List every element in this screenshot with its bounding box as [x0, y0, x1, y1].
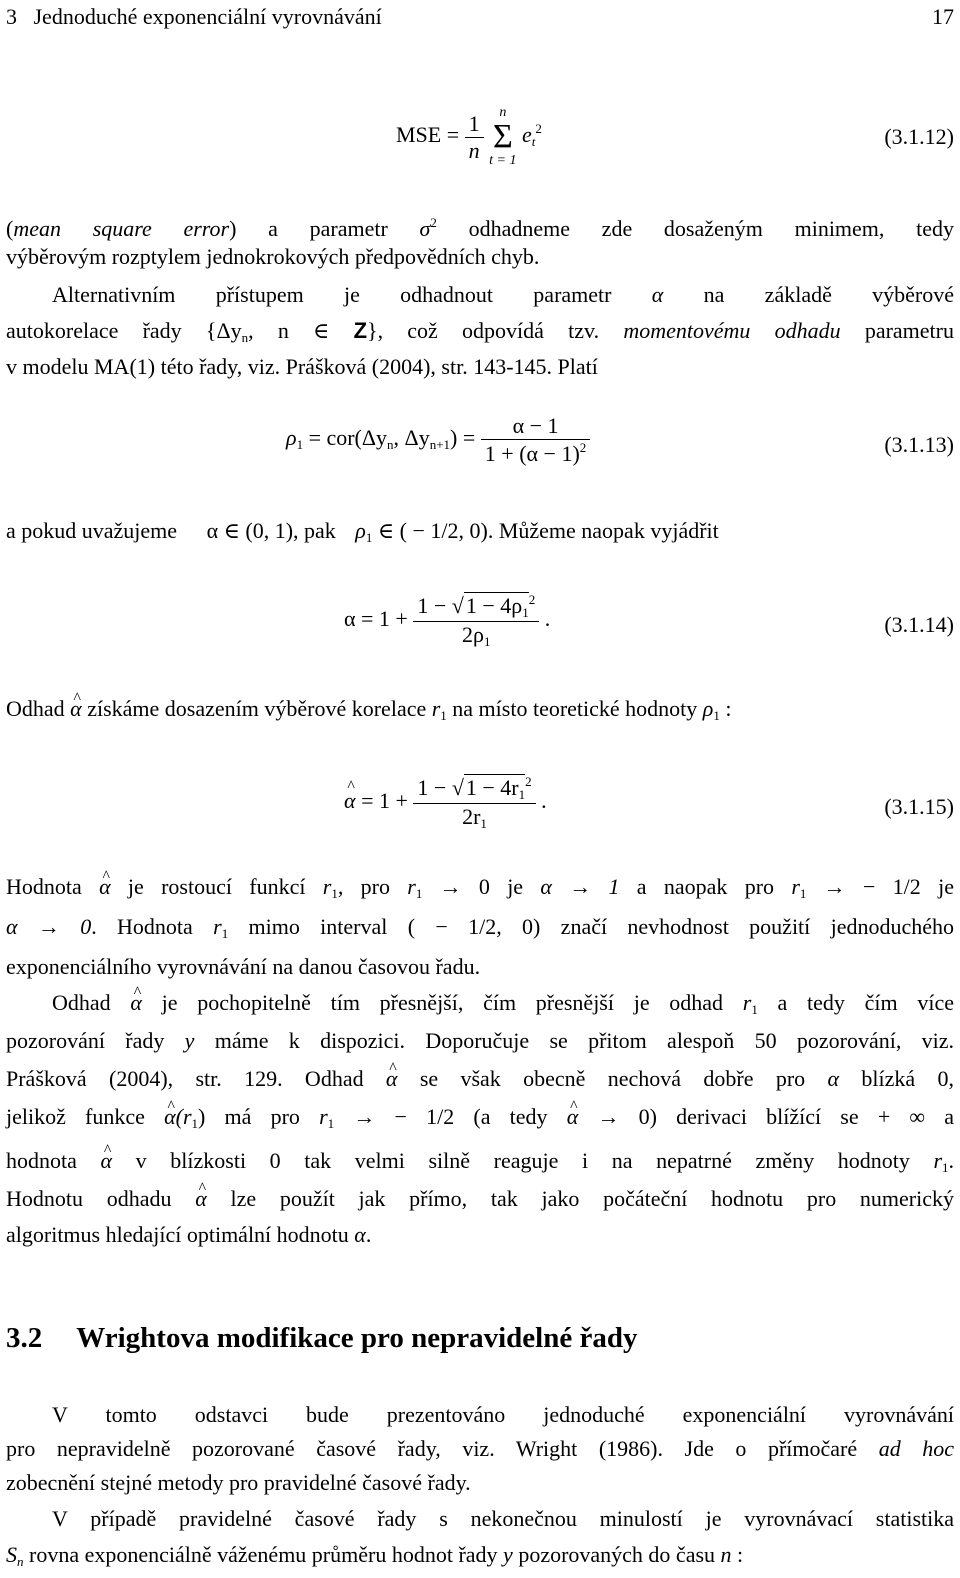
text: ) a parametr [229, 216, 420, 241]
equation-number-3-1-14: (3.1.14) [884, 612, 954, 637]
sub: 1 [221, 926, 229, 941]
y-symbol: y [503, 1542, 513, 1567]
text: parametru [840, 318, 954, 343]
eq-exp: 2 [535, 121, 542, 137]
paragraph-2 [6, 516, 954, 553]
text: pro nepravidelně pozorované časové řady, viz. Wright (1986). Jde o přímočaré [6, 1436, 879, 1461]
paragraph-5-line-6 [6, 1184, 954, 1214]
alpha-hat-symbol: ^ α [70, 694, 82, 724]
eq-lhs: α = 1 + [344, 606, 408, 632]
text: . [948, 1148, 954, 1173]
sub: 1 [327, 1116, 335, 1131]
paragraph-5-line-2 [6, 1026, 954, 1056]
text: na základě výběrové [663, 282, 954, 307]
alpha-symbol: α [651, 282, 664, 307]
text: : [731, 1542, 744, 1567]
paragraph-5-line-4 [6, 1102, 954, 1139]
text: , n ∈ [248, 318, 354, 343]
sub: 1 [415, 886, 423, 901]
equation-number-3-1-12: (3.1.12) [884, 124, 954, 149]
text: }, což odpovídá tzv. [367, 318, 624, 343]
eq-term: e [522, 122, 532, 148]
italic-term: mean square error [13, 216, 230, 241]
alpha-hat-symbol: ^ α [130, 988, 142, 1018]
n-symbol: n [720, 1542, 732, 1567]
math: (r [175, 1104, 192, 1129]
equation-3-1-13 [286, 413, 590, 467]
math: α → 0 [6, 914, 92, 939]
r-symbol: r [933, 1148, 942, 1173]
equation-3-1-15 [344, 774, 547, 832]
text: Prášková (2004), str. 129. Odhad [6, 1066, 386, 1091]
text: jelikož funkce [6, 1104, 165, 1129]
text: má pro [205, 1104, 320, 1129]
text: . [541, 788, 547, 814]
fraction-numerator: $1 - √1 - 4r_1^2$ [417, 774, 532, 802]
sub: 1 [296, 437, 304, 453]
text: je pochopitelně tím přesnější, čím přesnější je odhad [141, 990, 743, 1015]
fraction-numerator: 1 [468, 110, 480, 136]
text: je rostoucí funkcí [110, 874, 323, 899]
fraction-denominator [413, 803, 535, 832]
equation-3-1-12 [396, 104, 542, 170]
text: blízká 0, [839, 1066, 954, 1091]
eq-lhs: MSE [396, 122, 442, 148]
paragraph-1-line-1: (mean square error) a parametr $\sigma^2$ odhadneme zde dosaženým minimem, tedy [6, 215, 955, 241]
paragraph-5-line-7 [6, 1220, 954, 1250]
text: . Můžeme naopak vyjádřit [487, 518, 719, 543]
r-symbol: r [431, 696, 441, 721]
exp: 2 [430, 215, 437, 230]
paragraph-5-line-1 [52, 988, 954, 1025]
text: 1 − 4r [465, 775, 519, 800]
interval: ∈ ( − 1/2, 0) [372, 518, 488, 543]
r-symbol: r [407, 874, 416, 899]
text: . [365, 1222, 372, 1247]
text: mimo interval [228, 914, 408, 939]
text: . [544, 606, 551, 632]
paragraph-6-line-1: V tomto odstavci bude prezentováno jednoduché exponenciální vyrovnávání [52, 1402, 954, 1427]
paragraph-7-line-1: V případě pravidelné časové řady s nekonečnou minulostí je vyrovnávací statistika [52, 1506, 954, 1531]
text: Odhad [6, 696, 71, 721]
sub: 1 [331, 886, 338, 901]
paragraph-5-line-5 [6, 1146, 954, 1183]
sub: n [241, 330, 249, 345]
exp: 2 [579, 440, 587, 455]
equation-3-1-14 [344, 592, 550, 650]
sub: 1 [484, 634, 491, 649]
chapter-title: 3 Jednoduché exponenciální vyrovnávání [6, 4, 382, 29]
text: lze použít jak přímo, tak jako počáteční hodnotu pro numerický [206, 1186, 955, 1211]
math: → − 1/2 [334, 1104, 455, 1129]
sub: 1 [522, 605, 529, 620]
fraction-numerator: $1 - √1 - 4\rho_1^2$ [417, 592, 536, 620]
section-heading [6, 1322, 637, 1355]
text: se však obecně nechová dobře pro [397, 1066, 828, 1091]
paragraph-7-line-2 [6, 1540, 954, 1577]
fraction-denominator [413, 621, 539, 650]
alpha-hat-symbol: ^ α [101, 1146, 113, 1176]
text: a tedy čím více [757, 990, 954, 1015]
rho-symbol: ρ [702, 696, 714, 721]
y-symbol: y [184, 1028, 195, 1053]
page-number: 17 [932, 4, 954, 29]
sub: n [17, 1554, 24, 1569]
summation [489, 104, 516, 170]
text: = cor(Δy [303, 425, 388, 451]
alpha-symbol: α [827, 1066, 840, 1091]
fraction [413, 774, 535, 832]
sub: n [387, 437, 394, 453]
text: v blízkosti 0 tak velmi silně reaguje i na nepatrné změny hodnoty [112, 1148, 934, 1173]
text: 1 − 4ρ [465, 593, 523, 618]
alpha-hat-symbol: ^ α [386, 1064, 398, 1094]
math: + ∞ [877, 1104, 926, 1129]
fraction [481, 413, 591, 467]
sum-lower: t = 1 [489, 153, 517, 168]
alpha-hat-symbol: ^ α [99, 872, 111, 902]
sqrt-content [464, 592, 529, 618]
sub: 1 [480, 816, 487, 831]
text: , Δy [393, 425, 430, 451]
text: 1 − [417, 593, 452, 618]
text: → − 1/2 je [806, 874, 954, 899]
sub: 1 [191, 1116, 199, 1131]
text: pozorovaných do času [512, 1542, 721, 1567]
alpha-hat-symbol: ^ α [344, 788, 356, 814]
r-symbol: r [742, 990, 752, 1015]
text: hodnota [6, 1148, 101, 1173]
italic-term: ad hoc [878, 1436, 955, 1461]
text: rovna exponenciálně váženému průměru hodnot řady [23, 1542, 504, 1567]
paragraph-4-line-1 [6, 872, 954, 909]
s-symbol: S [6, 1542, 17, 1567]
paragraph-5-line-3 [6, 1064, 954, 1094]
fraction-denominator [481, 439, 591, 467]
rho-symbol: ρ [286, 425, 297, 451]
exp: 2 [525, 774, 532, 789]
alpha-hat-symbol: ^ α [567, 1102, 579, 1132]
paragraph-3 [6, 694, 954, 731]
text: ) derivaci blížící se [649, 1104, 878, 1129]
integers-symbol: Z [353, 318, 368, 343]
text: = 1 + [355, 788, 408, 814]
sub: 1 [942, 1160, 949, 1175]
text: a naopak pro [619, 874, 792, 899]
eq-sign: = [446, 122, 460, 148]
text: značí nevhodnost použití jednoduchého [540, 914, 955, 939]
text: pozorování řady [6, 1028, 185, 1053]
text: Hodnotu odhadu [6, 1186, 196, 1211]
eq-term-sub: t [531, 134, 536, 150]
interval: α ∈ (0, 1) [206, 518, 294, 543]
sub: 1 [713, 708, 720, 723]
sigma-symbol: σ [419, 216, 431, 241]
sub: 1 [365, 530, 373, 545]
text: a [925, 1104, 955, 1129]
paragraph-1-line-5: v modelu MA(1) této řady, viz. Prášková (2004), str. 143-145. Platí [6, 354, 598, 379]
paragraph-1-line-3 [52, 280, 954, 310]
text: Alternativním přístupem je odhadnout parametr [52, 282, 652, 307]
paragraph-1-line-4 [6, 316, 954, 353]
alpha-symbol: α [354, 1222, 366, 1247]
section-title: Wrightova modifikace pro nepravidelné řady [76, 1322, 638, 1354]
sigma-symbol: Σ [492, 118, 513, 155]
text: ) [198, 1104, 206, 1129]
text: Hodnota [6, 874, 100, 899]
exp: 2 [528, 592, 536, 607]
r-symbol: r [213, 914, 222, 939]
paragraph-6-line-3: zobecnění stejné metody pro pravidelné časové řady. [6, 1470, 471, 1495]
text: (a tedy [454, 1104, 567, 1129]
text: : [719, 696, 732, 721]
text: 1 − [417, 775, 452, 800]
text: . Hodnota [91, 914, 214, 939]
text: na místo teoretické hodnoty [446, 696, 703, 721]
sub: 1 [440, 708, 447, 723]
fraction [413, 592, 539, 650]
sub: 1 [799, 886, 807, 901]
text: ) = [450, 425, 476, 451]
sub: 1 [518, 787, 526, 802]
equation-number-3-1-15: (3.1.15) [884, 794, 954, 819]
sqrt-content [464, 774, 525, 800]
r-symbol: r [791, 874, 800, 899]
r-symbol: r [319, 1104, 328, 1129]
fraction-numerator: α − 1 [512, 413, 559, 438]
text: algoritmus hledající optimální hodnotu [6, 1222, 355, 1247]
interval: ( − 1/2, 0) [407, 914, 541, 939]
fraction-denominator: n [465, 137, 484, 164]
page-header [6, 2, 954, 32]
text: 2ρ [462, 622, 485, 647]
rho-symbol: ρ [355, 518, 366, 543]
sub: n+1 [429, 437, 451, 453]
sum-upper: n [499, 105, 507, 120]
text: 2r [462, 804, 481, 829]
paragraph-6-line-2 [6, 1434, 954, 1464]
paragraph-4-line-3: exponenciálního vyrovnávání na danou časovou řadu. [6, 954, 481, 979]
text: , pak [293, 518, 342, 543]
text: odhadneme zde dosaženým minimem, tedy [436, 216, 955, 241]
text: a pokud uvažujeme [6, 518, 183, 543]
alpha-hat-symbol: ^ α [195, 1184, 207, 1214]
fraction [465, 111, 484, 164]
text: máme k dispozici. Doporučuje se přitom alespoň 50 pozorování, viz. [194, 1028, 955, 1053]
equation-number-3-1-13: (3.1.13) [884, 432, 954, 457]
sub: 1 [751, 1002, 758, 1017]
math: → 0 [578, 1104, 650, 1129]
section-number: 3.2 [6, 1322, 43, 1354]
r-symbol: r [322, 874, 332, 899]
text: autokorelace řady {Δy [6, 318, 242, 343]
text: → 0 je [422, 874, 541, 899]
italic-term: momentovému odhadu [623, 318, 841, 343]
text: , pro [337, 874, 408, 899]
paragraph-4-line-2 [6, 912, 954, 949]
text: 1 + (α − 1) [484, 441, 580, 466]
math: α → 1 [540, 874, 620, 899]
text: Odhad [52, 990, 131, 1015]
text: získáme dosazením výběrové korelace [81, 696, 432, 721]
paragraph-1-line-2: výběrovým rozptylem jednokrokových předpovědních chyb. [6, 244, 540, 269]
alpha-hat-symbol: ^ α [164, 1102, 176, 1132]
